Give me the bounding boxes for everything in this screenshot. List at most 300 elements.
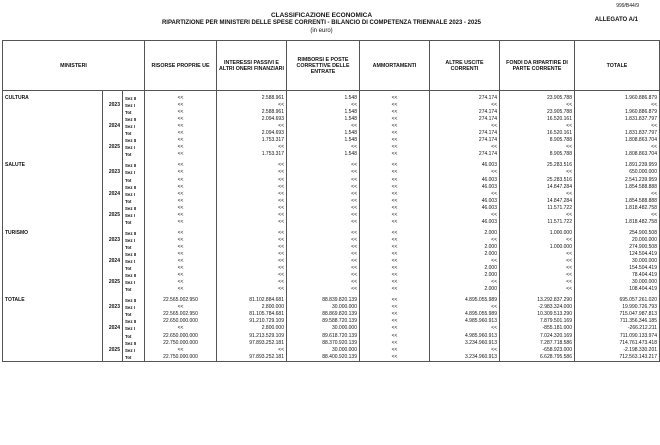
cell-totale: << [575, 102, 660, 109]
cell-fondi: 1.000.000 [500, 230, 575, 237]
cell-ammortamenti: << [360, 333, 430, 340]
document-subtitle: RIPARTIZIONE PER MINISTERI DELLE SPESE CORRENTI - BILANCIO DI COMPETENZA TRIENNALE 2023 - 2025 [161, 20, 482, 26]
cell-altre: 2.000 [430, 251, 500, 258]
cell-interessi: << [217, 251, 287, 258]
cell-totale: 715.047.987.813 [575, 311, 660, 318]
cell-interessi: << [217, 123, 287, 130]
cell-totale: 1.831.837.797 [575, 116, 660, 123]
document-title: CLASSIFICAZIONE ECONOMICA [270, 12, 373, 19]
table-row [3, 212, 660, 219]
year-label [103, 333, 123, 340]
cell-altre: 2.000 [430, 265, 500, 272]
cell-fondi: << [500, 258, 575, 265]
ministry-name [3, 109, 103, 116]
ministry-name [3, 333, 103, 340]
row-type: Tot [123, 198, 145, 205]
cell-rimborsi: 88.370.920.139 [287, 340, 360, 347]
cell-interessi: << [217, 144, 287, 151]
cell-altre: 274.174 [430, 151, 500, 158]
cell-altre: << [430, 191, 500, 198]
year-label [103, 205, 123, 212]
table-row [3, 244, 660, 251]
cell-rimborsi: << [287, 162, 360, 169]
cell-interessi: << [217, 237, 287, 244]
cell-interessi: 2.094.693 [217, 130, 287, 137]
row-type: Sez I [123, 237, 145, 244]
cell-fondi: 14.847.284 [500, 184, 575, 191]
cell-rimborsi: << [287, 177, 360, 184]
cell-ammortamenti: << [360, 102, 430, 109]
ministry-name [3, 205, 103, 212]
cell-totale: 1.808.863.704 [575, 137, 660, 144]
row-type: Sez I [123, 325, 145, 332]
cell-interessi: << [217, 198, 287, 205]
cell-fondi: 13.292.837.290 [500, 297, 575, 304]
header-rimborsi: RIMBORSI E POSTE CORRETTIVE DELLE ENTRATE [287, 41, 360, 91]
cell-interessi: << [217, 102, 287, 109]
cell-interessi: << [217, 219, 287, 226]
cell-interessi: << [217, 347, 287, 354]
cell-rimborsi: 89.618.720.139 [287, 333, 360, 340]
header-fondi: FONDI DA RIPARTIRE DI PARTE CORRENTE [500, 41, 575, 91]
row-type: Sez II [123, 297, 145, 304]
ministry-name [3, 272, 103, 279]
cell-ammortamenti: << [360, 219, 430, 226]
cell-rimborsi: << [287, 205, 360, 212]
cell-totale: << [575, 144, 660, 151]
cell-risorse: << [145, 244, 217, 251]
cell-altre: 274.174 [430, 137, 500, 144]
cell-rimborsi: << [287, 237, 360, 244]
cell-fondi: << [500, 191, 575, 198]
table-row [3, 311, 660, 318]
cell-ammortamenti: << [360, 279, 430, 286]
table-row [3, 144, 660, 151]
cell-rimborsi: 89.588.720.139 [287, 318, 360, 325]
table-row [3, 137, 660, 144]
cell-altre: << [430, 237, 500, 244]
cell-fondi: << [500, 279, 575, 286]
cell-totale: 1.854.588.888 [575, 184, 660, 191]
cell-totale: 1.831.837.797 [575, 130, 660, 137]
cell-risorse: << [145, 130, 217, 137]
cell-altre: << [430, 258, 500, 265]
cell-ammortamenti: << [360, 325, 430, 332]
cell-fondi: 11.571.722 [500, 219, 575, 226]
cell-risorse: 22.650.000.000 [145, 333, 217, 340]
table-row [3, 251, 660, 258]
table-row [3, 123, 660, 130]
year-label [103, 177, 123, 184]
table-row [3, 286, 660, 293]
cell-ammortamenti: << [360, 304, 430, 311]
cell-interessi: 2.588.961 [217, 109, 287, 116]
cell-interessi: << [217, 230, 287, 237]
cell-totale: 274.900.508 [575, 244, 660, 251]
table-row [3, 230, 660, 237]
cell-fondi: 23.905.788 [500, 95, 575, 102]
cell-risorse: << [145, 184, 217, 191]
cell-risorse: << [145, 169, 217, 176]
row-type: Sez I [123, 279, 145, 286]
cell-fondi: << [500, 123, 575, 130]
cell-totale: 20.000.000 [575, 237, 660, 244]
cell-ammortamenti: << [360, 116, 430, 123]
cell-rimborsi: 1.548 [287, 137, 360, 144]
year-label [103, 244, 123, 251]
cell-altre: 274.174 [430, 109, 500, 116]
cell-altre: 4.985.960.913 [430, 333, 500, 340]
year-label [103, 265, 123, 272]
cell-totale: 30.000.000 [575, 279, 660, 286]
table-row [3, 198, 660, 205]
cell-risorse: << [145, 237, 217, 244]
row-type: Sez I [123, 169, 145, 176]
row-type: Sez II [123, 205, 145, 212]
cell-fondi: 11.571.722 [500, 205, 575, 212]
ministry-name [3, 347, 103, 354]
cell-fondi: 8.905.788 [500, 137, 575, 144]
year-label [103, 286, 123, 293]
cell-ammortamenti: << [360, 177, 430, 184]
ministry-name [3, 219, 103, 226]
row-type: Sez II [123, 162, 145, 169]
cell-fondi: << [500, 212, 575, 219]
year-label: 2025 [103, 144, 123, 151]
cell-risorse: << [145, 230, 217, 237]
year-label: 2025 [103, 279, 123, 286]
cell-ammortamenti: << [360, 95, 430, 102]
cell-rimborsi: << [287, 144, 360, 151]
cell-altre: << [430, 279, 500, 286]
cell-risorse: << [145, 219, 217, 226]
row-type: Sez I [123, 123, 145, 130]
cell-rimborsi: << [287, 198, 360, 205]
cell-interessi: 2.588.961 [217, 95, 287, 102]
cell-fondi: << [500, 237, 575, 244]
cell-fondi: 7.879.501.169 [500, 318, 575, 325]
cell-totale: 2.541.239.959 [575, 177, 660, 184]
row-type: Tot [123, 109, 145, 116]
year-label [103, 109, 123, 116]
cell-totale: -266.212.211 [575, 325, 660, 332]
table-row [3, 297, 660, 304]
cell-altre: 3.234.960.913 [430, 340, 500, 347]
ministry-name [3, 191, 103, 198]
ministry-name [3, 144, 103, 151]
cell-altre: << [430, 347, 500, 354]
cell-totale: 30.000.000 [575, 258, 660, 265]
cell-rimborsi: 1.548 [287, 116, 360, 123]
ministry-name [3, 151, 103, 158]
cell-fondi: 14.847.284 [500, 198, 575, 205]
cell-fondi: 16.520.161 [500, 116, 575, 123]
ministry-name: TURISMO [3, 230, 103, 237]
cell-risorse: << [145, 116, 217, 123]
year-label: 2023 [103, 102, 123, 109]
cell-totale: 650.000.000 [575, 169, 660, 176]
table-row [3, 272, 660, 279]
cell-interessi: << [217, 169, 287, 176]
cell-ammortamenti: << [360, 265, 430, 272]
cell-fondi: 8.905.788 [500, 151, 575, 158]
year-label [103, 184, 123, 191]
cell-totale: 1.960.886.879 [575, 95, 660, 102]
table-row [3, 109, 660, 116]
cell-risorse: << [145, 144, 217, 151]
cell-ammortamenti: << [360, 230, 430, 237]
cell-risorse: << [145, 212, 217, 219]
budget-table [2, 40, 660, 362]
cell-risorse: << [145, 102, 217, 109]
cell-ammortamenti: << [360, 123, 430, 130]
cell-altre: 2.000 [430, 272, 500, 279]
cell-rimborsi: 88.839.820.139 [287, 297, 360, 304]
year-label [103, 130, 123, 137]
cell-totale: << [575, 123, 660, 130]
year-label: 2023 [103, 237, 123, 244]
cell-ammortamenti: << [360, 258, 430, 265]
cell-altre: << [430, 123, 500, 130]
cell-altre: 46.003 [430, 198, 500, 205]
row-type: Sez II [123, 95, 145, 102]
cell-interessi: << [217, 265, 287, 272]
cell-risorse: 22.750.000.000 [145, 340, 217, 347]
ministry-name [3, 325, 103, 332]
cell-altre: << [430, 325, 500, 332]
cell-rimborsi: << [287, 184, 360, 191]
year-label [103, 95, 123, 102]
cell-fondi: -855.181.000 [500, 325, 575, 332]
cell-ammortamenti: << [360, 109, 430, 116]
cell-ammortamenti: << [360, 251, 430, 258]
cell-fondi: << [500, 144, 575, 151]
cell-ammortamenti: << [360, 237, 430, 244]
table-row [3, 162, 660, 169]
cell-rimborsi: << [287, 123, 360, 130]
cell-totale: 254.900.508 [575, 230, 660, 237]
cell-ammortamenti: << [360, 286, 430, 293]
cell-rimborsi: 1.548 [287, 151, 360, 158]
cell-totale: 1.960.886.879 [575, 109, 660, 116]
cell-risorse: 22.565.002.950 [145, 297, 217, 304]
row-type: Sez II [123, 340, 145, 347]
cell-interessi: << [217, 177, 287, 184]
cell-fondi: 1.000.000 [500, 244, 575, 251]
row-type: Sez I [123, 102, 145, 109]
cell-interessi: 91.210.729.109 [217, 318, 287, 325]
cell-risorse: << [145, 151, 217, 158]
cell-altre: 46.003 [430, 162, 500, 169]
row-type: Tot [123, 177, 145, 184]
cell-totale: 695.057.261.020 [575, 297, 660, 304]
ministry-name [3, 279, 103, 286]
cell-totale: 714.761.473.418 [575, 340, 660, 347]
ministry-name [3, 116, 103, 123]
cell-rimborsi: 88.400.920.139 [287, 354, 360, 362]
cell-altre: 2.000 [430, 244, 500, 251]
cell-altre: 46.003 [430, 184, 500, 191]
row-type: Sez II [123, 230, 145, 237]
year-label [103, 311, 123, 318]
table-row [3, 151, 660, 158]
row-type: Tot [123, 286, 145, 293]
cell-interessi: 91.213.529.109 [217, 333, 287, 340]
cell-risorse: << [145, 279, 217, 286]
ministry-name [3, 184, 103, 191]
row-type: Sez II [123, 251, 145, 258]
cell-interessi: << [217, 258, 287, 265]
cell-rimborsi: << [287, 102, 360, 109]
table-row [3, 279, 660, 286]
ministry-name [3, 123, 103, 130]
cell-fondi: << [500, 102, 575, 109]
cell-altre: << [430, 304, 500, 311]
cell-rimborsi: << [287, 272, 360, 279]
table-body [3, 91, 660, 362]
ministry-name [3, 251, 103, 258]
table-row [3, 304, 660, 311]
row-type: Tot [123, 130, 145, 137]
cell-altre: 46.003 [430, 205, 500, 212]
year-label [103, 198, 123, 205]
cell-totale: 78.404.419 [575, 272, 660, 279]
cell-ammortamenti: << [360, 354, 430, 362]
table-row [3, 116, 660, 123]
row-type: Sez II [123, 137, 145, 144]
cell-risorse: << [145, 95, 217, 102]
table-row [3, 102, 660, 109]
cell-rimborsi: 1.548 [287, 95, 360, 102]
row-type: Sez I [123, 258, 145, 265]
ministry-name [3, 311, 103, 318]
table-row [3, 95, 660, 102]
ministry-name [3, 258, 103, 265]
cell-ammortamenti: << [360, 144, 430, 151]
row-type: Sez I [123, 144, 145, 151]
year-label: 2025 [103, 347, 123, 354]
year-label: 2023 [103, 304, 123, 311]
row-type: Sez I [123, 347, 145, 354]
ministry-name [3, 198, 103, 205]
header-risorse: RISORSE PROPRIE UE [145, 41, 217, 91]
table-row [3, 205, 660, 212]
cell-altre: 46.003 [430, 177, 500, 184]
unit-note: (in euro) [310, 28, 333, 34]
table-header-row [3, 41, 660, 91]
ministry-name: SALUTE [3, 162, 103, 169]
cell-interessi: 2.800.000 [217, 325, 287, 332]
row-type: Tot [123, 151, 145, 158]
cell-fondi: 7.287.718.586 [500, 340, 575, 347]
header-interessi: INTERESSI PASSIVI E ALTRI ONERI FINANZIARI [217, 41, 287, 91]
cell-altre: 274.174 [430, 95, 500, 102]
row-type: Tot [123, 219, 145, 226]
cell-altre: 2.000 [430, 230, 500, 237]
cell-rimborsi: << [287, 279, 360, 286]
cell-risorse: << [145, 286, 217, 293]
cell-fondi: << [500, 272, 575, 279]
cell-interessi: 1.753.317 [217, 137, 287, 144]
cell-rimborsi: << [287, 244, 360, 251]
cell-interessi: << [217, 191, 287, 198]
cell-ammortamenti: << [360, 151, 430, 158]
cell-fondi: 25.283.516 [500, 177, 575, 184]
cell-interessi: 1.753.317 [217, 151, 287, 158]
table-row [3, 219, 660, 226]
ministry-name [3, 130, 103, 137]
cell-risorse: << [145, 191, 217, 198]
ministry-name [3, 265, 103, 272]
cell-ammortamenti: << [360, 137, 430, 144]
cell-altre: << [430, 169, 500, 176]
ministry-name [3, 244, 103, 251]
header-ammortamenti: AMMORTAMENTI [360, 41, 430, 91]
cell-rimborsi: 30.000.000 [287, 347, 360, 354]
cell-interessi: 81.102.884.681 [217, 297, 287, 304]
row-type: Tot [123, 333, 145, 340]
ministry-name [3, 237, 103, 244]
cell-rimborsi: << [287, 265, 360, 272]
cell-interessi: 97.893.252.181 [217, 354, 287, 362]
cell-risorse: << [145, 137, 217, 144]
cell-totale: 711.356.346.185 [575, 318, 660, 325]
year-label: 2024 [103, 325, 123, 332]
ministry-name [3, 340, 103, 347]
table-row [3, 130, 660, 137]
cell-risorse: << [145, 347, 217, 354]
year-label [103, 230, 123, 237]
cell-altre: 2.000 [430, 286, 500, 293]
cell-rimborsi: 1.548 [287, 130, 360, 137]
ministry-name [3, 177, 103, 184]
cell-altre: 274.174 [430, 130, 500, 137]
year-label: 2023 [103, 169, 123, 176]
cell-risorse: << [145, 325, 217, 332]
year-label: 2024 [103, 191, 123, 198]
cell-totale: 124.504.419 [575, 251, 660, 258]
cell-interessi: << [217, 205, 287, 212]
cell-totale: -2.198.330.201 [575, 347, 660, 354]
cell-totale: 1.854.588.888 [575, 198, 660, 205]
table-row [3, 191, 660, 198]
cell-rimborsi: 30.000.000 [287, 325, 360, 332]
ministry-name [3, 318, 103, 325]
cell-totale: 712.563.143.217 [575, 354, 660, 362]
year-label [103, 354, 123, 362]
cell-fondi: -2.983.324.000 [500, 304, 575, 311]
cell-ammortamenti: << [360, 212, 430, 219]
document-code: 999/B44/9 [616, 3, 639, 9]
row-type: Tot [123, 265, 145, 272]
cell-totale: 1.818.482.758 [575, 219, 660, 226]
cell-fondi: << [500, 251, 575, 258]
row-type: Sez II [123, 318, 145, 325]
ministry-name [3, 169, 103, 176]
table-row [3, 258, 660, 265]
cell-rimborsi: << [287, 286, 360, 293]
cell-ammortamenti: << [360, 272, 430, 279]
row-type: Tot [123, 244, 145, 251]
year-label: 2025 [103, 212, 123, 219]
cell-altre: 4.985.960.913 [430, 318, 500, 325]
year-label [103, 272, 123, 279]
cell-totale: 711.090.133.974 [575, 333, 660, 340]
table-row [3, 325, 660, 332]
cell-rimborsi: 1.548 [287, 109, 360, 116]
cell-fondi: << [500, 169, 575, 176]
ministry-name [3, 304, 103, 311]
